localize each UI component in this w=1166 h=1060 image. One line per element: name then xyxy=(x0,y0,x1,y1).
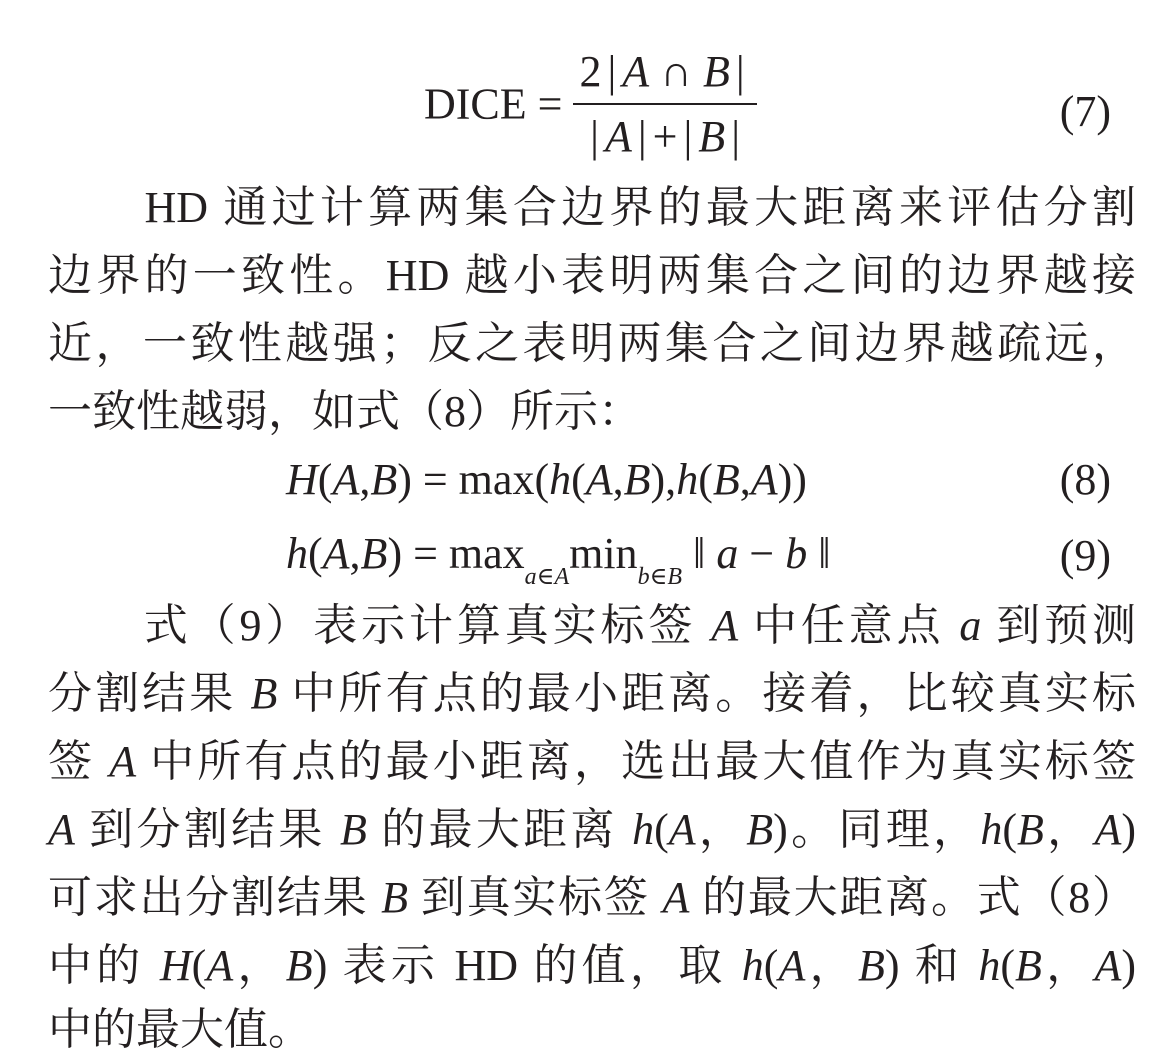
eq7-numerator: 2 | A ∩ B | xyxy=(573,46,756,105)
para1-line4: 一致性越弱，如式（8）所示： xyxy=(48,387,642,436)
equation-7 xyxy=(424,46,757,170)
para2-line3: 签 A 中所有点的最小距离，选出最大值作为真实标签 xyxy=(48,737,1137,786)
equation-9: $h(A,B) = \max_{a\in A}\min_{b\in B}$ ‖ a − b ‖ xyxy=(286,529,831,590)
para1-line3: 近，一致性越强；反之表明两集合之间边界越疏远， xyxy=(48,319,1136,368)
para2-line7: 中的最大值。 xyxy=(48,1005,312,1054)
para1-line1: HD 通过计算两集合边界的最大距离来评估分割 xyxy=(48,183,1136,232)
eq7-lhs: DICE xyxy=(424,79,527,129)
eq8-number: (8) xyxy=(1059,455,1111,504)
eq9-subscript-a: a∈A xyxy=(524,564,570,590)
eq9-subscript-b: b∈B xyxy=(637,564,682,590)
para2-line6: 中的 H(A，B) 表示 HD 的值，取 h(A，B) 和 h(B，A) xyxy=(48,941,1137,990)
eq9-number: (9) xyxy=(1059,531,1111,580)
eq7-equals: = xyxy=(537,79,563,129)
para1-line2: 边界的一致性。HD 越小表明两集合之间的边界越接 xyxy=(48,251,1136,300)
para2-line1: 式（9）表示计算真实标签 A 中任意点 a 到预测 xyxy=(48,601,1137,650)
eq7-denominator: | A | + | B | xyxy=(590,112,740,161)
equation-8: H(A,B) = max(h(A,B),h(B,A)) xyxy=(286,455,807,504)
para2-line4: A 到分割结果 B 的最大距离 h(A，B)。同理，h(B，A) xyxy=(48,805,1137,854)
para2-line5: 可求出分割结果 B 到真实标签 A 的最大距离。式（8） xyxy=(48,873,1137,922)
eq7-fraction xyxy=(573,46,756,162)
eq7-number: (7) xyxy=(1059,87,1111,136)
para2-line2: 分割结果 B 中所有点的最小距离。接着，比较真实标 xyxy=(48,669,1137,718)
